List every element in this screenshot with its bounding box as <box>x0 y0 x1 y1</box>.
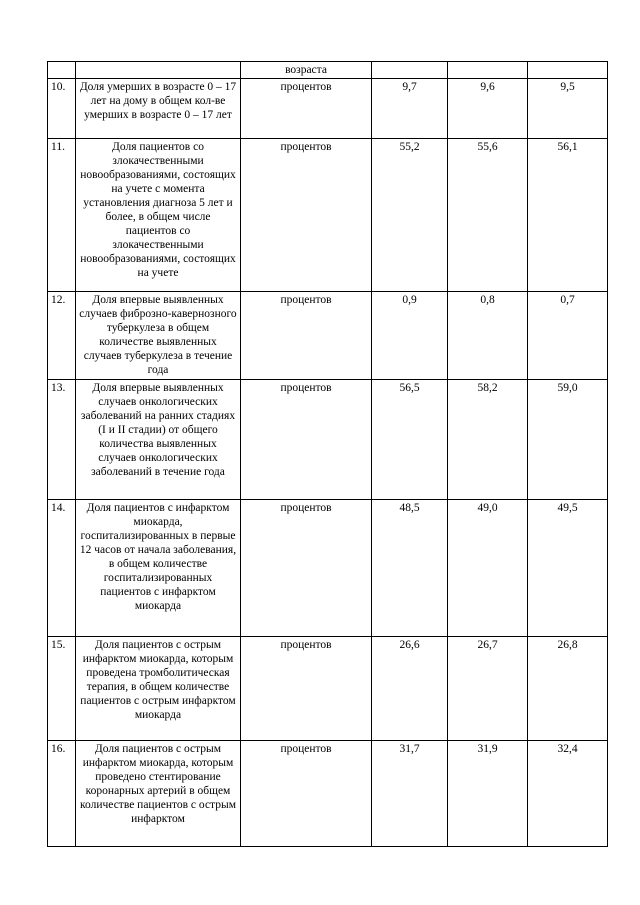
value-cell: 31,9 <box>448 741 528 847</box>
unit-cell: процентов <box>241 637 372 741</box>
value-cell: 0,7 <box>528 292 608 380</box>
unit-cell: процентов <box>241 79 372 139</box>
value-cell: 56,1 <box>528 139 608 292</box>
value-cell: 49,5 <box>528 500 608 637</box>
value-cell: 49,0 <box>448 500 528 637</box>
value-cell <box>528 62 608 79</box>
indicator-name: Доля пациентов с острым инфарктом миокарда, которым проведено стентирование коронарных артерий в общем количестве пациентов с острым инфарктом <box>76 741 241 847</box>
unit-cell: процентов <box>241 139 372 292</box>
value-cell: 32,4 <box>528 741 608 847</box>
indicator-name: Доля умерших в возрасте 0 – 17 лет на дому в общем кол-ве умерших в возрасте 0 – 17 лет <box>76 79 241 139</box>
table-row <box>48 500 608 637</box>
indicator-name: Доля впервые выявленных случаев онкологических заболеваний на ранних стадиях (I и II стадии) от общего количества выявленных случаев онкологических заболеваний в течение года <box>76 380 241 500</box>
indicators-table <box>47 61 608 847</box>
indicator-name <box>76 62 241 79</box>
value-cell <box>372 62 448 79</box>
value-cell: 0,8 <box>448 292 528 380</box>
row-number: 15. <box>48 637 76 741</box>
value-cell: 26,8 <box>528 637 608 741</box>
unit-cell: возраста <box>241 62 372 79</box>
unit-cell: процентов <box>241 292 372 380</box>
value-cell: 9,5 <box>528 79 608 139</box>
row-number: 14. <box>48 500 76 637</box>
value-cell: 59,0 <box>528 380 608 500</box>
indicator-name: Доля пациентов с острым инфарктом миокарда, которым проведена тромболитическая терапия, в общем количестве пациентов с острым инфарктом миокарда <box>76 637 241 741</box>
table-row <box>48 380 608 500</box>
row-number <box>48 62 76 79</box>
indicator-name: Доля пациентов с инфарктом миокарда, госпитализированных в первые 12 часов от начала заболевания, в общем количестве госпитализированных пациентов с инфарктом миокарда <box>76 500 241 637</box>
table-row <box>48 62 608 79</box>
value-cell: 9,6 <box>448 79 528 139</box>
value-cell: 48,5 <box>372 500 448 637</box>
value-cell <box>448 62 528 79</box>
value-cell: 26,6 <box>372 637 448 741</box>
row-number: 12. <box>48 292 76 380</box>
row-number: 16. <box>48 741 76 847</box>
row-number: 10. <box>48 79 76 139</box>
unit-cell: процентов <box>241 741 372 847</box>
value-cell: 55,6 <box>448 139 528 292</box>
indicator-name: Доля пациентов со злокачественными новообразованиями, состоящих на учете с момента установления диагноза 5 лет и более, в общем числе пациентов со злокачественными новообразованиями, состоящих на учете <box>76 139 241 292</box>
unit-cell: процентов <box>241 380 372 500</box>
table-row <box>48 79 608 139</box>
unit-cell: процентов <box>241 500 372 637</box>
value-cell: 9,7 <box>372 79 448 139</box>
value-cell: 58,2 <box>448 380 528 500</box>
value-cell: 0,9 <box>372 292 448 380</box>
table-row <box>48 292 608 380</box>
indicator-name: Доля впервые выявленных случаев фиброзно-кавернозного туберкулеза в общем количестве выявленных случаев туберкулеза в течение года <box>76 292 241 380</box>
table-row <box>48 139 608 292</box>
value-cell: 31,7 <box>372 741 448 847</box>
value-cell: 56,5 <box>372 380 448 500</box>
table-row <box>48 637 608 741</box>
value-cell: 55,2 <box>372 139 448 292</box>
row-number: 13. <box>48 380 76 500</box>
value-cell: 26,7 <box>448 637 528 741</box>
row-number: 11. <box>48 139 76 292</box>
table-row <box>48 741 608 847</box>
